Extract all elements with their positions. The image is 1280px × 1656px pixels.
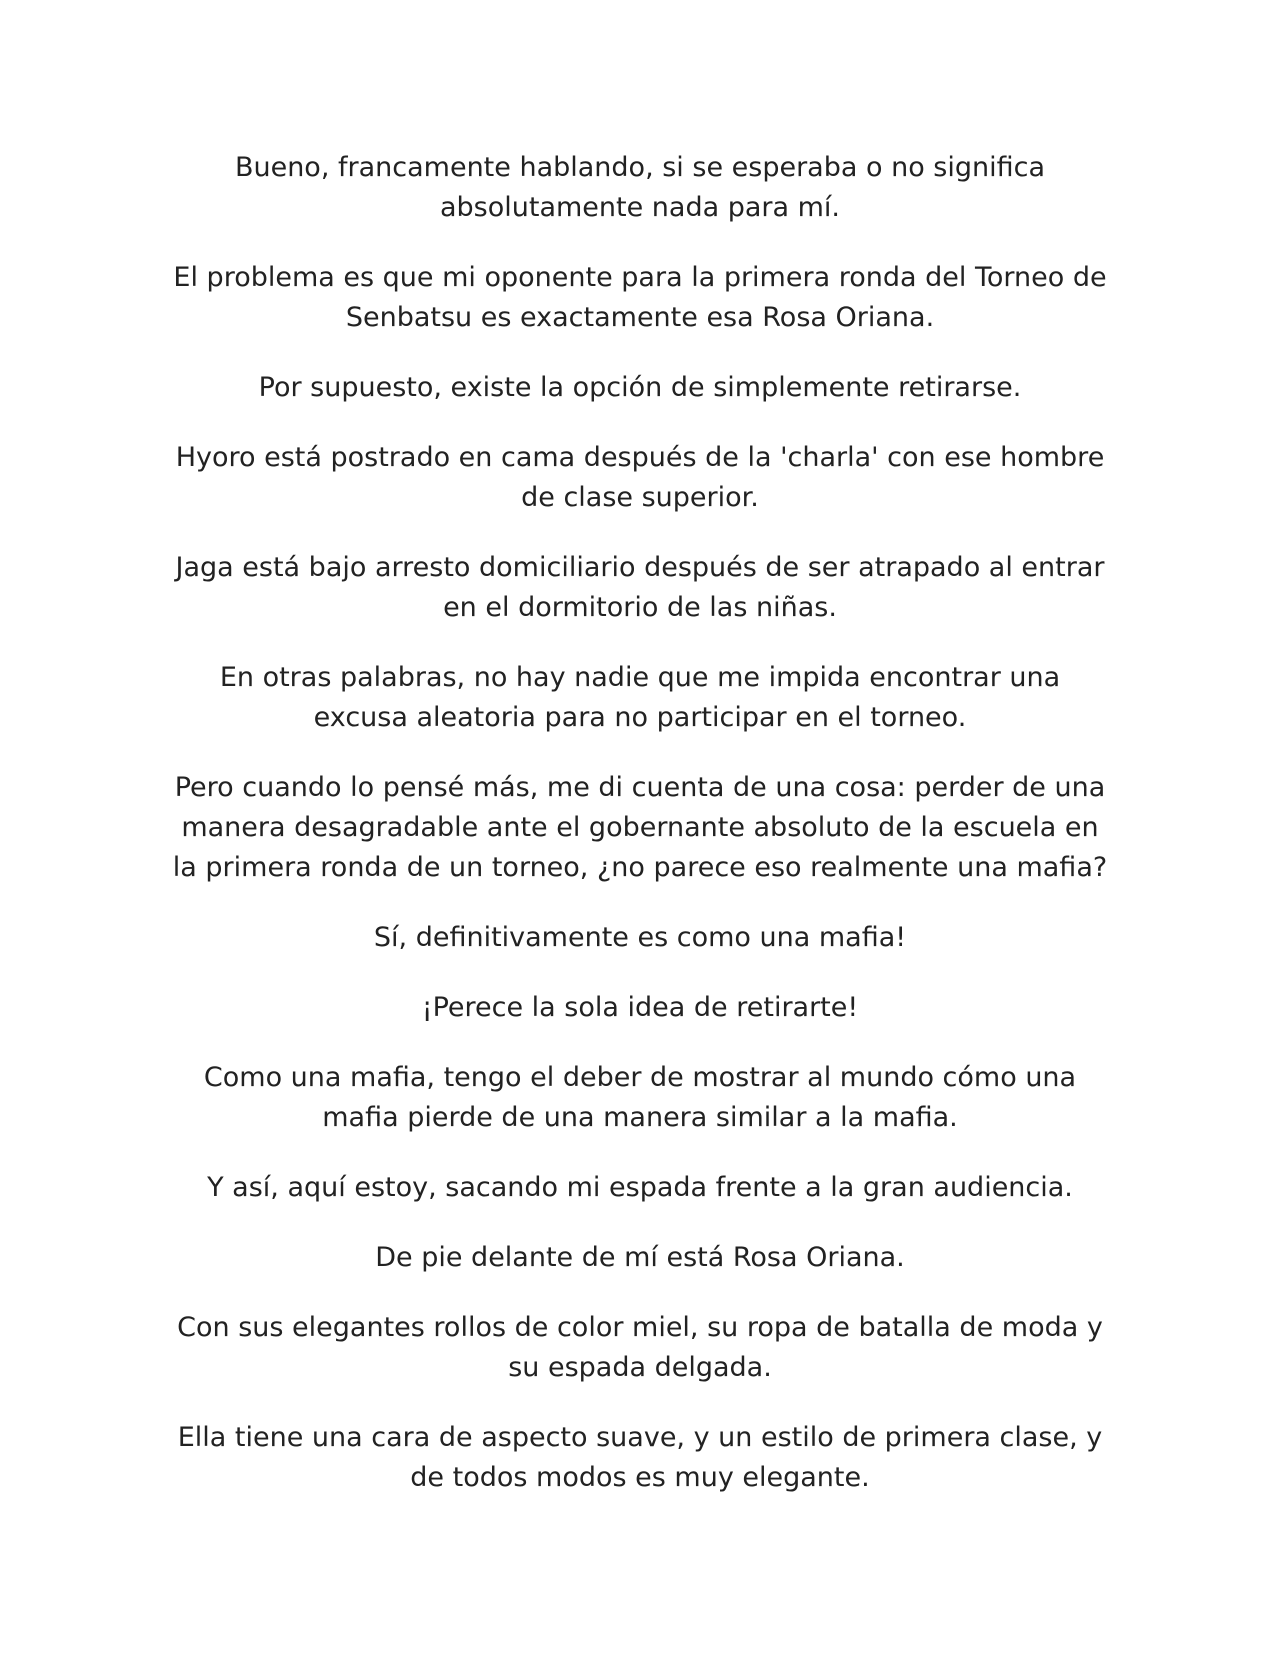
paragraph-10: Como una mafia, tengo el deber de mostrar al mundo cómo una mafia pierde de una manera similar a la mafia. (203, 1062, 1077, 1133)
paragraph-8: Sí, definitivamente es como una mafia! (373, 922, 907, 953)
paragraph-12: De pie delante de mí está Rosa Oriana. (375, 1242, 905, 1273)
paragraph-11: Y así, aquí estoy, sacando mi espada frente a la gran audiencia. (207, 1172, 1073, 1203)
paragraph-13: Con sus elegantes rollos de color miel, su ropa de batalla de moda y su espada delgada. (177, 1312, 1103, 1383)
paragraph-4: Hyoro está postrado en cama después de la 'charla' con ese hombre de clase superior. (175, 442, 1105, 513)
paragraph-9: ¡Perece la sola idea de retirarte! (421, 992, 859, 1023)
paragraph-6: En otras palabras, no hay nadie que me impida encontrar una excusa aleatoria para no participar en el torneo. (219, 662, 1061, 733)
paragraph-1: Bueno, francamente hablando, si se esperaba o no significa absolutamente nada para mí. (234, 152, 1046, 223)
document-body (170, 148, 1110, 1528)
paragraph-14: Ella tiene una cara de aspecto suave, y un estilo de primera clase, y de todos modos es muy elegante. (177, 1422, 1103, 1493)
paragraph-2: El problema es que mi oponente para la primera ronda del Torneo de Senbatsu es exactamente esa Rosa Oriana. (173, 262, 1107, 333)
paragraph-3: Por supuesto, existe la opción de simplemente retirarse. (258, 372, 1022, 403)
paragraph-7: Pero cuando lo pensé más, me di cuenta de una cosa: perder de una manera desagradable ante el gobernante absoluto de la escuela en la primera ronda de un torneo, ¿no parece eso realmente una mafia? (172, 772, 1108, 883)
paragraph-5: Jaga está bajo arresto domiciliario después de ser atrapado al entrar en el dormitorio de las niñas. (175, 552, 1105, 623)
